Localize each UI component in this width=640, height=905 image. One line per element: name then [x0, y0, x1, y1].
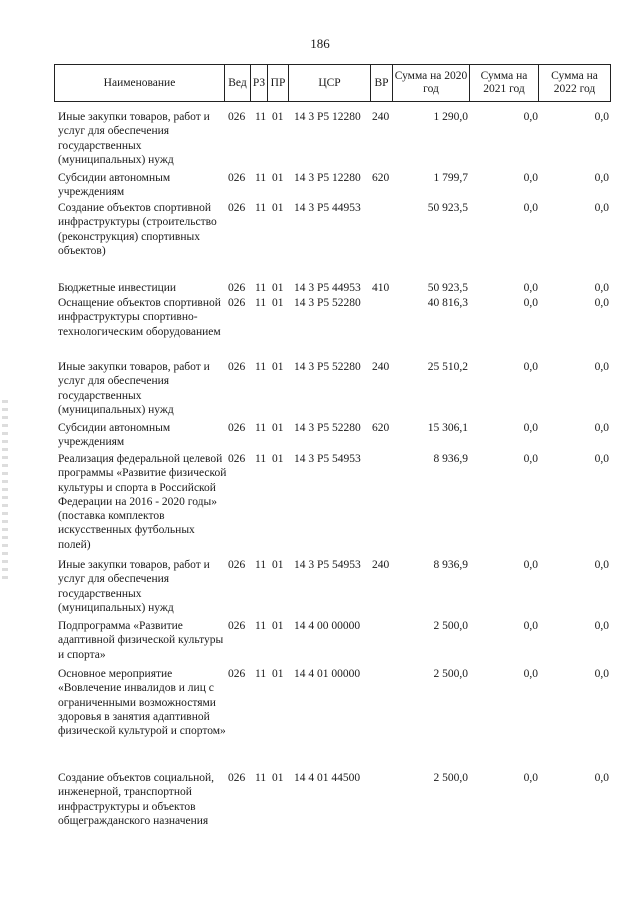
row-sum-2020: 8 936,9 [433, 453, 468, 465]
row-name: Субсидии автономным учреждениям [58, 422, 171, 449]
row-pr: 01 [272, 668, 284, 680]
row-csr: 14 4 00 00000 [294, 620, 361, 632]
row-ved: 026 [228, 202, 246, 214]
row-sum-2020: 50 923,5 [427, 282, 468, 294]
row-sum-2022: 0,0 [594, 668, 609, 680]
row-csr: 14 4 01 44500 [294, 772, 361, 784]
row-ved: 026 [228, 772, 246, 784]
row-sum-2022: 0,0 [594, 620, 609, 632]
row-sum-2021: 0,0 [523, 772, 538, 784]
row-rz: 11 [255, 111, 267, 123]
row-name: Бюджетные инвестиции [58, 282, 177, 294]
row-name: Оснащение объектов спортивной инфраструктуры спортивно-технологическим оборудованием [58, 297, 221, 338]
row-sum-2021: 0,0 [523, 620, 538, 632]
row-csr: 14 3 P5 44953 [294, 282, 361, 294]
row-sum-2020: 2 500,0 [433, 668, 468, 680]
row-sum-2021: 0,0 [523, 361, 538, 373]
row-sum-2020: 8 936,9 [433, 559, 468, 571]
row-pr: 01 [272, 620, 284, 632]
header-name: Наименование [55, 65, 225, 101]
row-ved: 026 [228, 453, 246, 465]
row-pr: 01 [272, 772, 284, 784]
row-csr: 14 3 P5 54953 [294, 453, 361, 465]
row-csr: 14 3 P5 52280 [294, 297, 361, 309]
row-csr: 14 3 P5 44953 [294, 202, 361, 214]
row-sum-2022: 0,0 [594, 202, 609, 214]
row-sum-2022: 0,0 [594, 453, 609, 465]
row-name: Иные закупки товаров, работ и услуг для обеспечения государственных (муниципальных) нужд [58, 559, 210, 614]
row-sum-2021: 0,0 [523, 453, 538, 465]
row-pr: 01 [272, 202, 284, 214]
row-rz: 11 [255, 172, 267, 184]
header-rz: РЗ [251, 65, 268, 101]
row-sum-2021: 0,0 [523, 559, 538, 571]
row-sum-2020: 15 306,1 [427, 422, 468, 434]
row-vr: 620 [372, 172, 390, 184]
row-csr: 14 3 P5 52280 [294, 422, 361, 434]
row-rz: 11 [255, 620, 267, 632]
row-ved: 026 [228, 172, 246, 184]
row-name: Субсидии автономным учреждениям [58, 172, 171, 199]
row-name: Основное мероприятие «Вовлечение инвалидов и лиц с ограниченными возможностями здоровья в занятия адаптивной физической культурой и спортом» [58, 668, 226, 738]
row-pr: 01 [272, 297, 284, 309]
header-sum-2022: Сумма на 2022 год [551, 70, 598, 95]
row-sum-2022: 0,0 [594, 297, 609, 309]
row-rz: 11 [255, 668, 267, 680]
row-ved: 026 [228, 361, 246, 373]
row-ved: 026 [228, 422, 246, 434]
row-ved: 026 [228, 668, 246, 680]
row-sum-2020: 2 500,0 [433, 620, 468, 632]
row-ved: 026 [228, 282, 246, 294]
row-sum-2022: 0,0 [594, 559, 609, 571]
margin-scan-mark [2, 400, 8, 580]
row-sum-2021: 0,0 [523, 422, 538, 434]
row-sum-2020: 2 500,0 [433, 772, 468, 784]
row-name: Подпрограмма «Развитие адаптивной физической культуры и спорта» [58, 620, 224, 661]
row-sum-2022: 0,0 [594, 361, 609, 373]
row-csr: 14 3 P5 12280 [294, 172, 361, 184]
table-header [54, 64, 611, 102]
row-ved: 026 [228, 297, 246, 309]
row-rz: 11 [255, 772, 267, 784]
row-rz: 11 [255, 282, 267, 294]
row-sum-2021: 0,0 [523, 297, 538, 309]
header-sum-2021: Сумма на 2021 год [470, 65, 539, 101]
row-sum-2020: 40 816,3 [427, 297, 468, 309]
row-pr: 01 [272, 111, 284, 123]
row-sum-2021: 0,0 [523, 111, 538, 123]
header-csr: ЦСР [289, 65, 371, 101]
row-ved: 026 [228, 620, 246, 632]
row-name: Создание объектов социальной, инженерной, транспортной инфраструктуры и объектов общегражданского назначения [58, 772, 215, 827]
row-sum-2022: 0,0 [594, 772, 609, 784]
row-csr: 14 4 01 00000 [294, 668, 361, 680]
row-csr: 14 3 P5 12280 [294, 111, 361, 123]
row-sum-2022: 0,0 [594, 422, 609, 434]
row-pr: 01 [272, 422, 284, 434]
header-ved: Вед [225, 65, 251, 101]
row-csr: 14 3 P5 52280 [294, 361, 361, 373]
page-number: 186 [310, 36, 330, 51]
row-ved: 026 [228, 111, 246, 123]
row-name: Создание объектов спортивной инфраструктуры (строительство (реконструкция) спортивных объектов) [58, 202, 217, 257]
row-sum-2022: 0,0 [594, 282, 609, 294]
row-rz: 11 [255, 422, 267, 434]
row-vr: 620 [372, 422, 390, 434]
row-sum-2022: 0,0 [594, 172, 609, 184]
row-pr: 01 [272, 361, 284, 373]
row-csr: 14 3 P5 54953 [294, 559, 361, 571]
row-rz: 11 [255, 297, 267, 309]
row-vr: 410 [372, 282, 390, 294]
row-rz: 11 [255, 361, 267, 373]
row-pr: 01 [272, 453, 284, 465]
row-sum-2020: 50 923,5 [427, 202, 468, 214]
header-pr: ПР [268, 65, 289, 101]
row-rz: 11 [255, 559, 267, 571]
row-sum-2021: 0,0 [523, 172, 538, 184]
row-rz: 11 [255, 453, 267, 465]
row-vr: 240 [372, 111, 390, 123]
row-sum-2020: 1 799,7 [433, 172, 468, 184]
row-pr: 01 [272, 172, 284, 184]
row-sum-2020: 25 510,2 [427, 361, 468, 373]
row-ved: 026 [228, 559, 246, 571]
row-pr: 01 [272, 282, 284, 294]
row-vr: 240 [372, 361, 390, 373]
row-pr: 01 [272, 559, 284, 571]
row-sum-2021: 0,0 [523, 202, 538, 214]
row-sum-2022: 0,0 [594, 111, 609, 123]
header-sum-2020: Сумма на 2020 год [393, 65, 470, 101]
row-rz: 11 [255, 202, 267, 214]
row-name: Реализация федеральной целевой программы «Развитие физической культуры и спорта в Российской Федерации на 2016 - 2020 годы» (поставка комплектов искусственных футбольных полей) [58, 453, 227, 551]
row-name: Иные закупки товаров, работ и услуг для обеспечения государственных (муниципальных) нужд [58, 361, 210, 416]
row-vr: 240 [372, 559, 390, 571]
row-sum-2021: 0,0 [523, 668, 538, 680]
row-sum-2021: 0,0 [523, 282, 538, 294]
row-name: Иные закупки товаров, работ и услуг для обеспечения государственных (муниципальных) нужд [58, 111, 210, 166]
header-vr: ВР [371, 65, 393, 101]
row-sum-2020: 1 290,0 [433, 111, 468, 123]
